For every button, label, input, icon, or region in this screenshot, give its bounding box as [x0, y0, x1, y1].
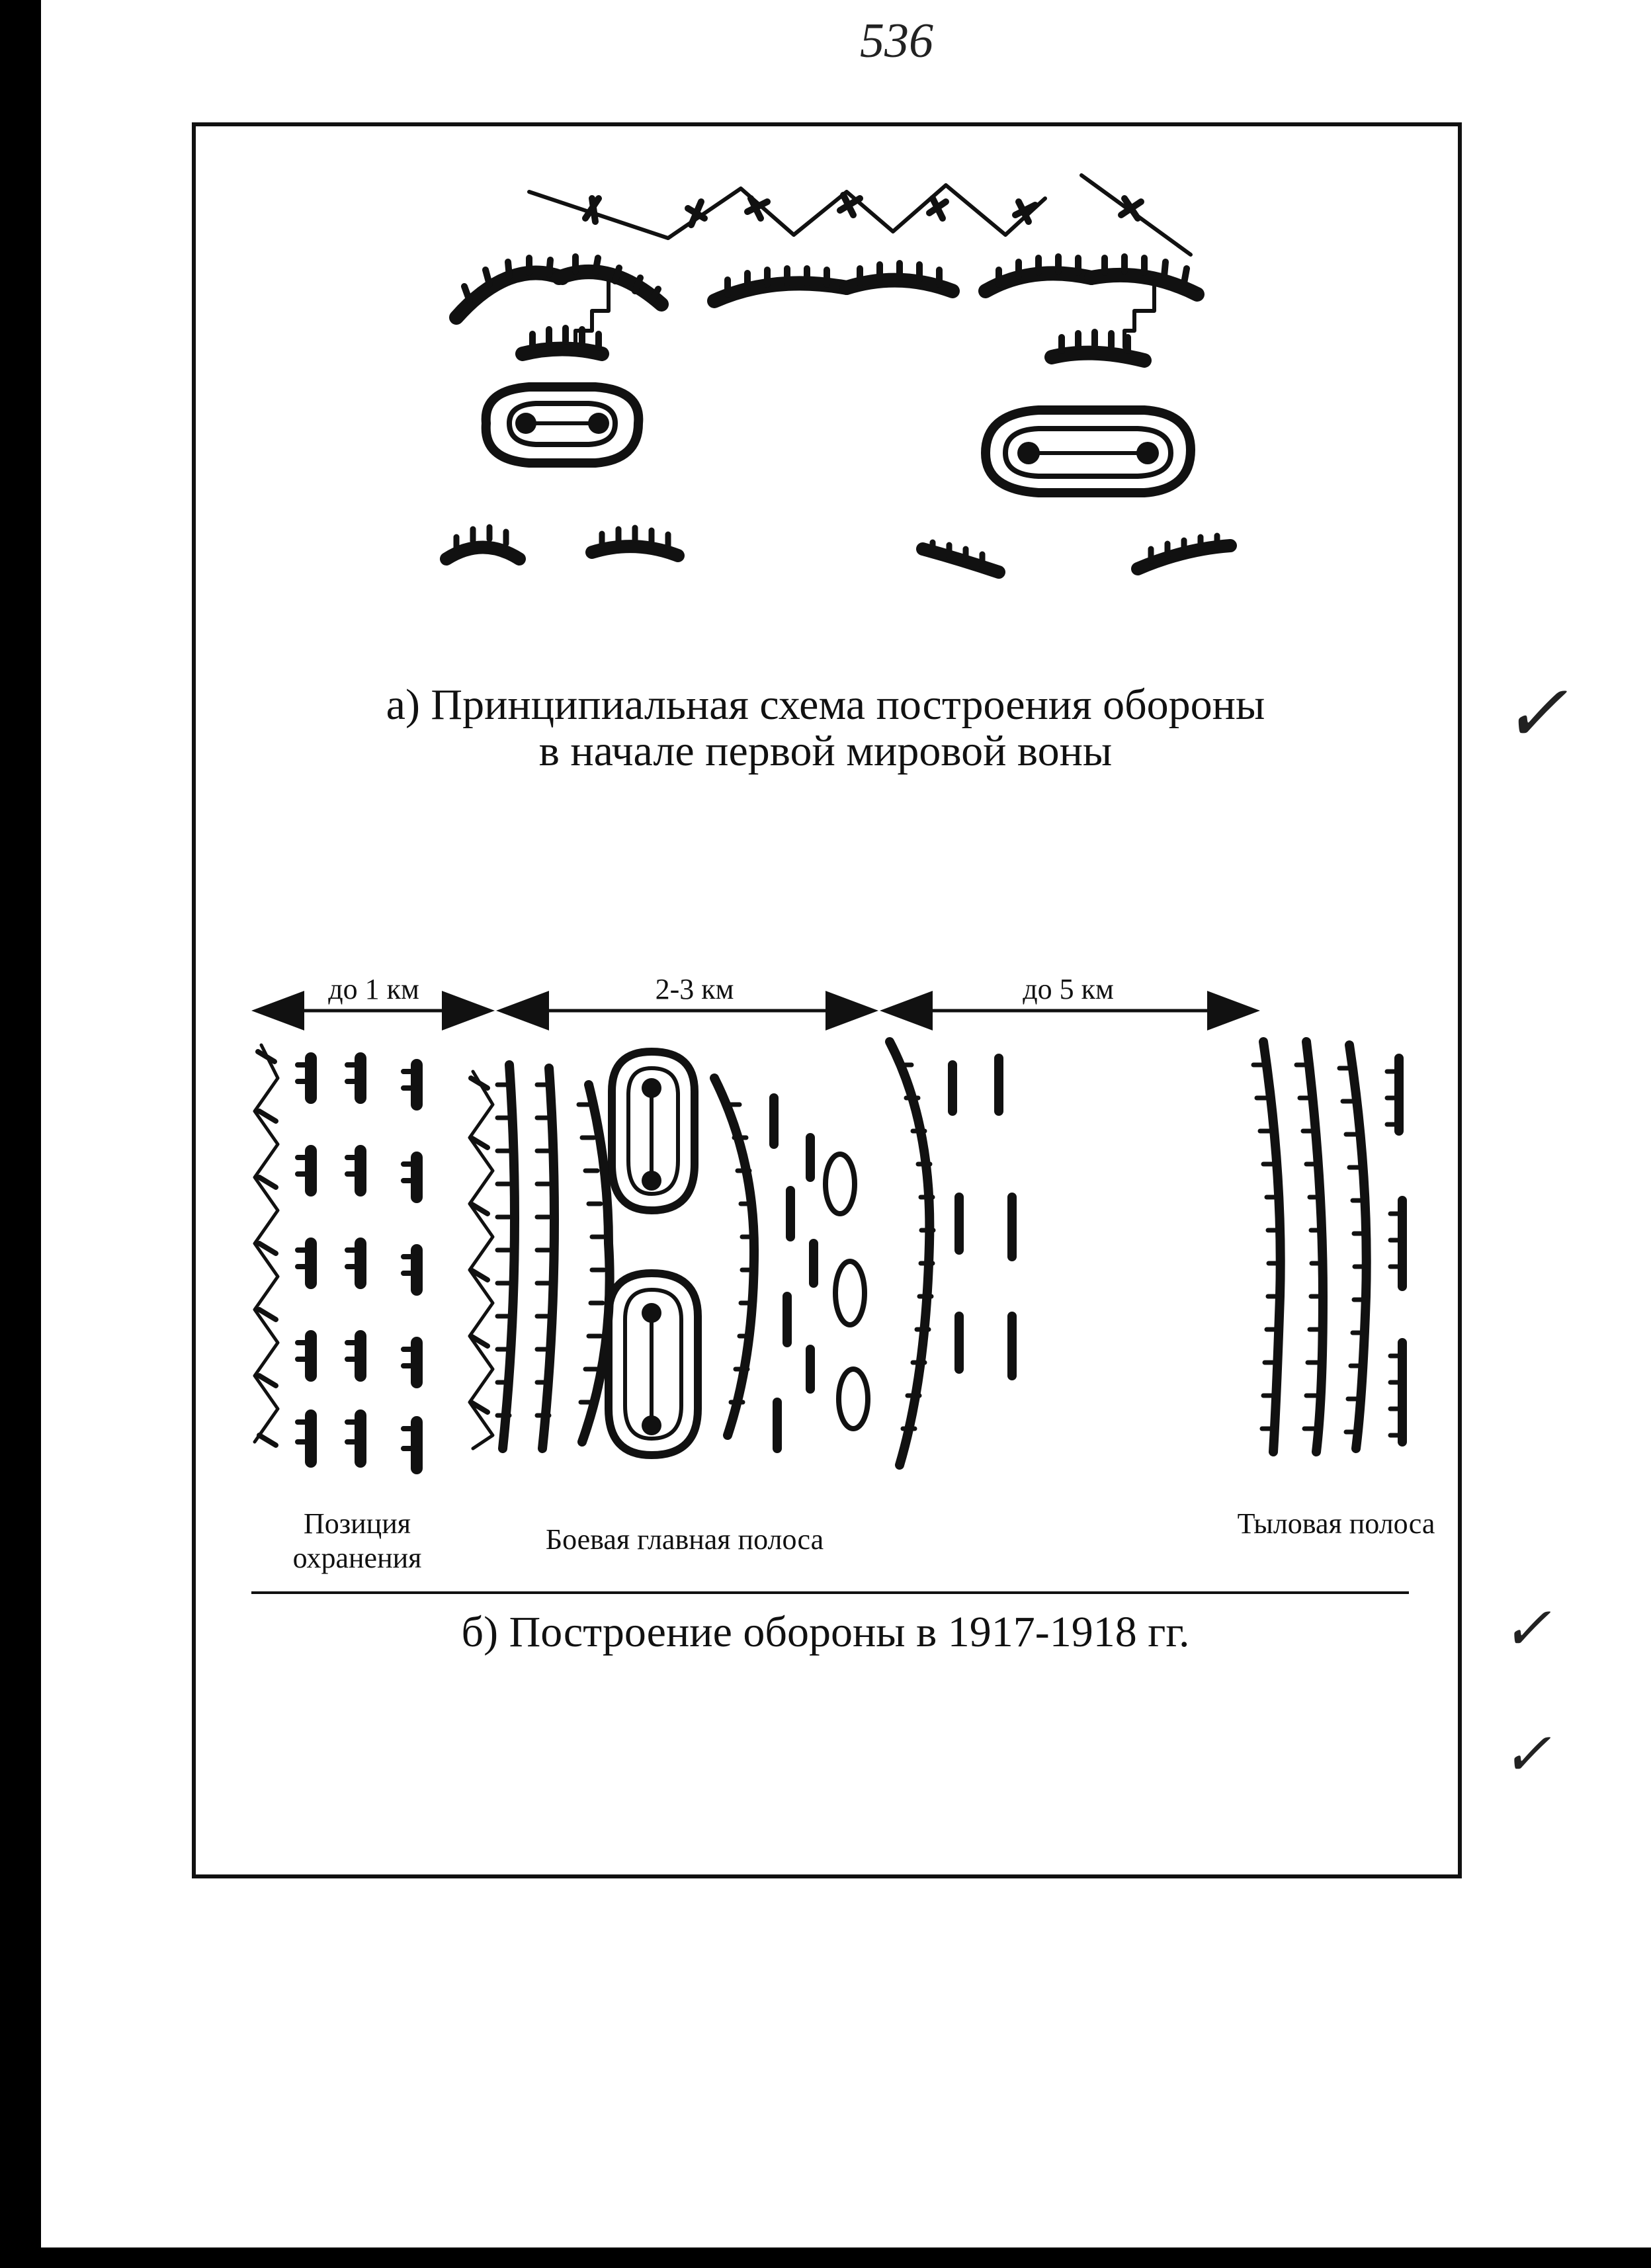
main-zone-wire: [470, 1071, 493, 1449]
main-strongpoint-bottom: [609, 1273, 698, 1455]
second-position-trenches: [890, 1042, 1012, 1465]
distance-label-1: до 1 км: [328, 973, 419, 1005]
check-mark-2: ✓: [1502, 1597, 1552, 1662]
scheme-a-caption-line1: а) Принципиальная схема построения обороны: [386, 681, 1265, 729]
rear-trenches: [446, 546, 1230, 572]
page-number: 536: [860, 14, 933, 68]
main-strongpoint-top: [612, 1052, 695, 1210]
scheme-b-caption: б) Построение обороны в 1917-1918 гг.: [461, 1608, 1190, 1656]
rear-zone-trenches: [1263, 1042, 1402, 1452]
check-mark-1: ✓: [1502, 670, 1568, 758]
zone-label-rear: Тыловая полоса: [1237, 1507, 1435, 1540]
scheme-a-diagram: [446, 175, 1230, 572]
outpost-trenches: [311, 1058, 417, 1468]
scheme-b-diagram: [255, 1042, 1402, 1468]
wire-obstacle: [529, 185, 1045, 238]
distance-label-3: до 5 км: [1023, 973, 1114, 1005]
support-trench-right: [1052, 353, 1144, 360]
zone-label-main: Боевая главная полоса: [545, 1523, 824, 1556]
distance-label-2: 2-3 км: [655, 973, 734, 1005]
zone-label-outpost: Позиция охранения: [292, 1507, 422, 1574]
wire-stakes: [585, 195, 1141, 225]
scheme-a-caption-line2: в начале первой мировой воны: [538, 727, 1113, 775]
support-trenches: [774, 1098, 814, 1449]
strongpoint-right: [986, 410, 1191, 493]
strongpoint-left: [486, 387, 639, 463]
support-pods: [826, 1154, 868, 1429]
check-mark-3: ✓: [1502, 1722, 1552, 1788]
